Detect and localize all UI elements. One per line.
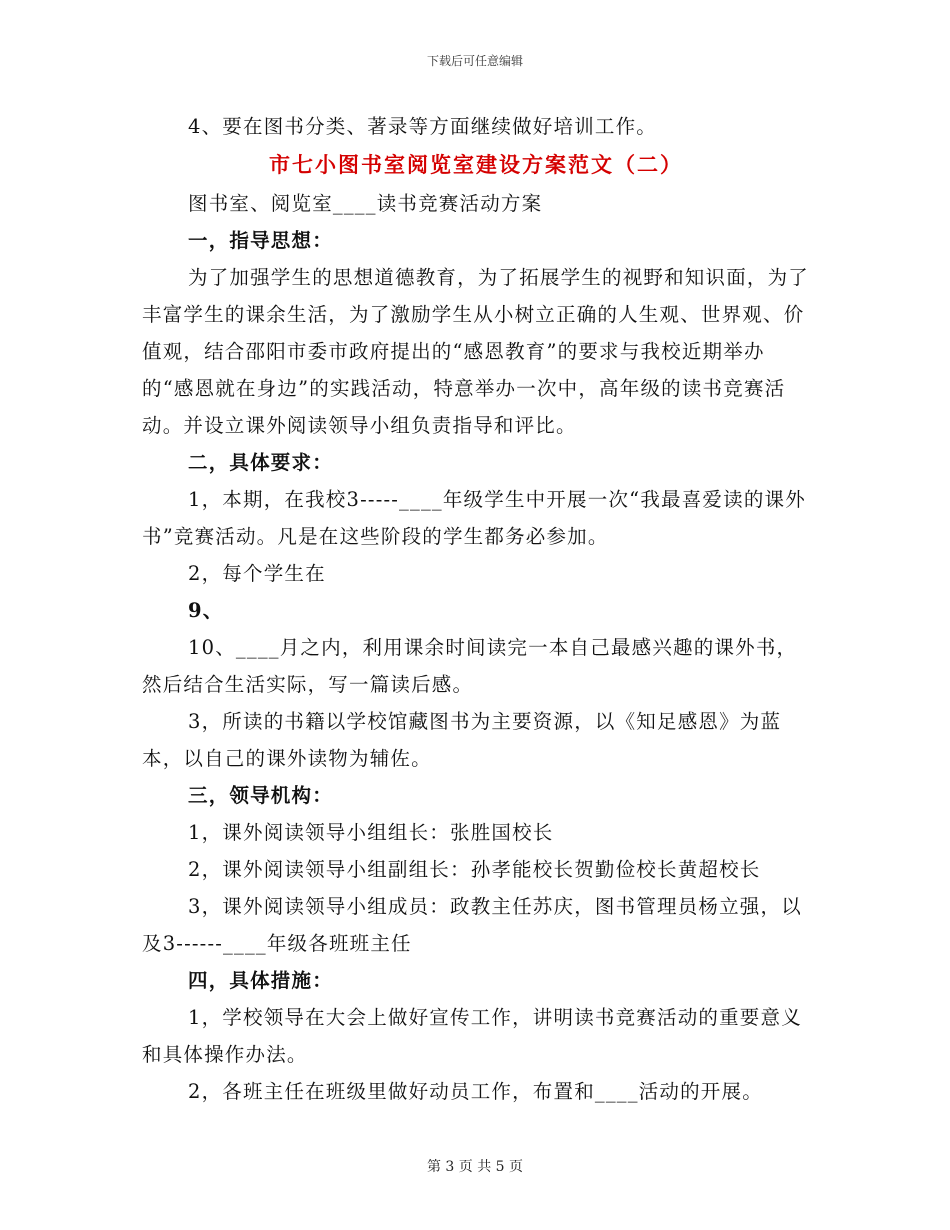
document-subtitle: 图书室、阅览室____读书竞赛活动方案 — [188, 192, 543, 215]
section-heading-1: 一，指导思想： — [188, 229, 333, 252]
section2-paragraph-3: 9、 — [188, 599, 224, 622]
document-title: 市七小图书室阅览室建设方案范文（二） — [269, 152, 683, 177]
section3-paragraph-1: 1，课外阅读领导小组组长：张胜国校长 — [188, 821, 554, 844]
section1-paragraph: 为了加强学生的思想道德教育，为了拓展学生的视野和知识面，为了丰富学生的课余生活，为了激励学生从小树立正确的人生观、世界观、价值观，结合邵阳市委市政府提出的“感恩教育”的要求与我校近期举办的“感恩就在身边”的实践活动，特意举办一次中，高年级的读书竞赛活动。并设立课外阅读领导小组负责指导和评比。 — [142, 266, 810, 437]
section3-paragraph-2: 2，课外阅读领导小组副组长：孙孝能校长贺勤俭校长黄超校长 — [188, 858, 761, 881]
section3-paragraph-3: 3，课外阅读领导小组成员：政教主任苏庆，图书管理员杨立强，以及3------____年级各班班主任 — [142, 895, 802, 955]
section4-paragraph-1: 1，学校领导在大会上做好宣传工作，讲明读书竞赛活动的重要意义和具体操作办法。 — [142, 1006, 802, 1066]
section2-paragraph-4: 10、____月之内，利用课余时间读完一本自己最感兴趣的课外书，然后结合生活实际，写一篇读后感。 — [142, 636, 798, 696]
document-body — [142, 108, 810, 1110]
section2-paragraph-1: 1，本期，在我校3-----____年级学生中开展一次“我最喜爱读的课外书”竞赛活动。凡是在这些阶段的学生都务必参加。 — [142, 488, 806, 548]
section2-paragraph-2: 2，每个学生在 — [188, 562, 326, 585]
page-footer: 第 3 页 共 5 页 — [426, 1159, 524, 1175]
section4-paragraph-2: 2，各班主任在班级里做好动员工作，布置和____活动的开展。 — [188, 1080, 763, 1103]
page-header: 下载后可任意编辑 — [426, 54, 523, 68]
section2-paragraph-5: 3，所读的书籍以学校馆藏图书为主要资源，以《知足感恩》为蓝本，以自己的课外读物为辅佐。 — [142, 710, 782, 770]
section-heading-3: 三，领导机构： — [188, 784, 333, 807]
section-heading-2: 二，具体要求： — [188, 451, 333, 474]
section-heading-4: 四，具体措施： — [188, 969, 333, 992]
list-item-4: 4、要在图书分类、著录等方面继续做好培训工作。 — [188, 115, 658, 138]
